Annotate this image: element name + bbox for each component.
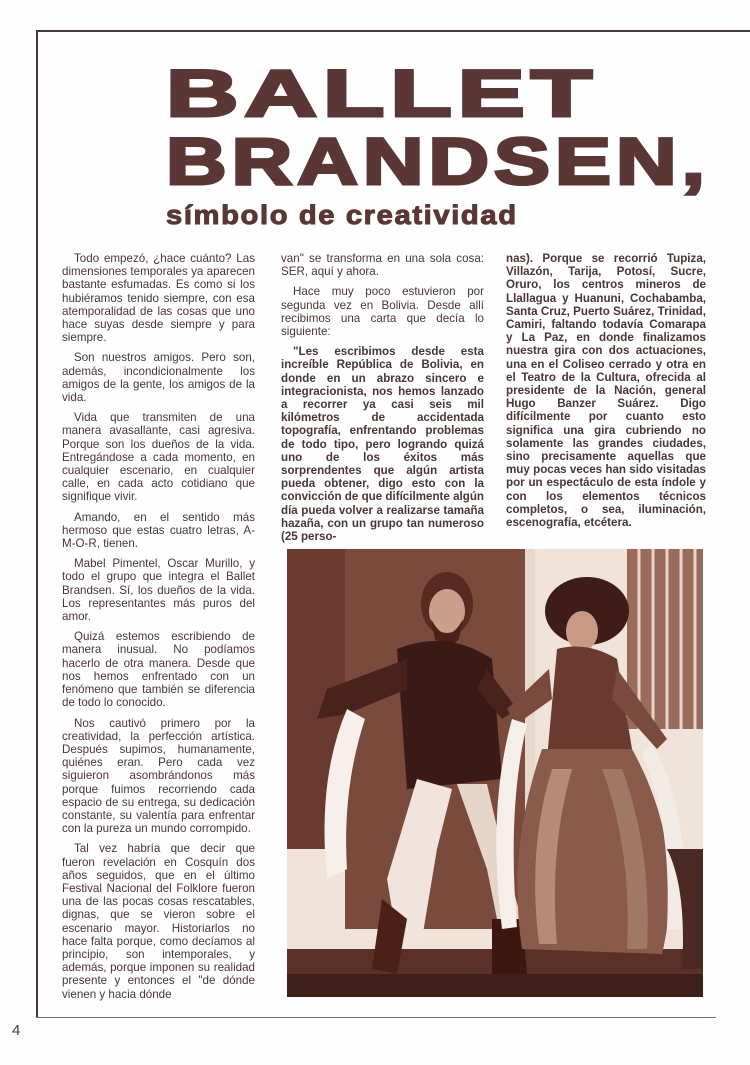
paragraph: Todo empezó, ¿hace cuánto? Las dimensiones temporales ya aparecen bastante esfumadas. Es como si los hubiéramos tenido siempre, con esa atemporalidad de las cosas que uno hace suyas desde siempre y para siempre. — [62, 252, 255, 345]
paragraph: Son nuestros amigos. Pero son, además, incondicionalmente los amigos de la gente, los amigos de la vida. — [62, 351, 255, 405]
paragraph: Mabel Pimentel, Oscar Murillo, y todo el grupo que integra el Ballet Brandsen. Sí, los dueños de la vida. Los representantes más puros del amor. — [62, 557, 255, 624]
dancers-photo-image — [287, 549, 703, 997]
quoted-letter-continued: nas). Porque se recorrió Tupiza, Villazón, Tarija, Potosí, Sucre, Oruro, los centros mineros de Llallagua y Huanuni, Cochabamba, Santa Cruz, Puerto Suárez, Trinidad, Camiri, faltando todavía Comarapa y La Paz, en donde finalizamos nuestra gira con dos actuaciones, una en el Coliseo cerrado y otra en el Teatro de la Cultura, ofrecida al presidente de la Nación, general Hugo Banzer Suárez. Digo difícilmente por cuanto esto significa una gira cubriendo no solamente las grandes ciudades, sino precisamente aquellas que muy pocas veces han sido visitadas por un espectáculo de esta índole y con los elementos técnicos completos, o sea, iluminación, escenografía, etcétera. — [506, 252, 706, 530]
headline-line-2: BRANDSEN, — [166, 124, 711, 198]
paragraph: Quizá estemos escribiendo de manera inusual. No podíamos hacerlo de otra manera. Desde que nos hemos enfrentado con un fenómeno que también se diferencia de todo lo conocido. — [62, 630, 255, 710]
page-number: 4 — [12, 1022, 21, 1039]
left-rule — [36, 30, 38, 1018]
paragraph: Nos cautivó primero por la creatividad, la perfección artística. Después supimos, humanamente, quiénes eran. Pero cada vez siguieron asombrándonos más porque fuimos recorriendo cada espacio de su entrega, su dedicación constante, su valentía para enfrentar con la pureza un mundo corrompido. — [62, 716, 255, 836]
paragraph: Tal vez habría que decir que fueron revelación en Cosquín dos años seguidos, que en el último Festival Nacional del Folklore fueron una de las pocas cosas rescatables, dignas, que se vieron sobre el escenario mayor. Historiarlos no hace falta porque, como decíamos al principio, son intemporales, y además, porque imponen su realidad presente y entonces el "de dónde vienen y hacia dónde — [62, 842, 255, 1001]
quoted-letter: "Les escribimos desde esta increíble República de Bolivia, en donde en un abrazo sincero e integracionista, nos hemos lanzado a recorrer ya casi seis mil kilómetros de accidentada topografía, enfrentando problemas de todo tipo, pero logrando quizá uno de los éxitos más sorprendentes que algún artista pueda obtener, digo esto con la convicción de que difícilmente algún día pueda volver a realizarse tamaña hazaña, con un grupo tan numeroso (25 perso- — [281, 345, 484, 544]
subheadline: símbolo de creatividad — [166, 200, 518, 230]
paragraph: van" se transforma en una sola cosa: SER, aquí y ahora. — [281, 252, 484, 279]
article-column-3 — [506, 252, 706, 536]
article-column-2 — [281, 252, 484, 550]
dancers-photo — [287, 549, 703, 997]
top-rule — [36, 30, 750, 32]
paragraph: Vida que transmiten de una manera avasallante, casi agresiva. Porque son los dueños de la vida. Entregándose a cada momento, en cualquier escenario, en cualquier calle, en cada acto cotidiano que signifique vivir. — [62, 411, 255, 504]
bottom-rule — [36, 1017, 716, 1018]
paragraph: Hace muy poco estuvieron por segunda vez en Bolivia. Desde allí recibimos una carta que decía lo siguiente: — [281, 285, 484, 339]
paragraph: Amando, en el sentido más hermoso que estas cuatro letras, A-M-O-R, tienen. — [62, 510, 255, 551]
article-column-1 — [62, 252, 255, 1008]
headline-line-1: BALLET — [166, 56, 599, 130]
